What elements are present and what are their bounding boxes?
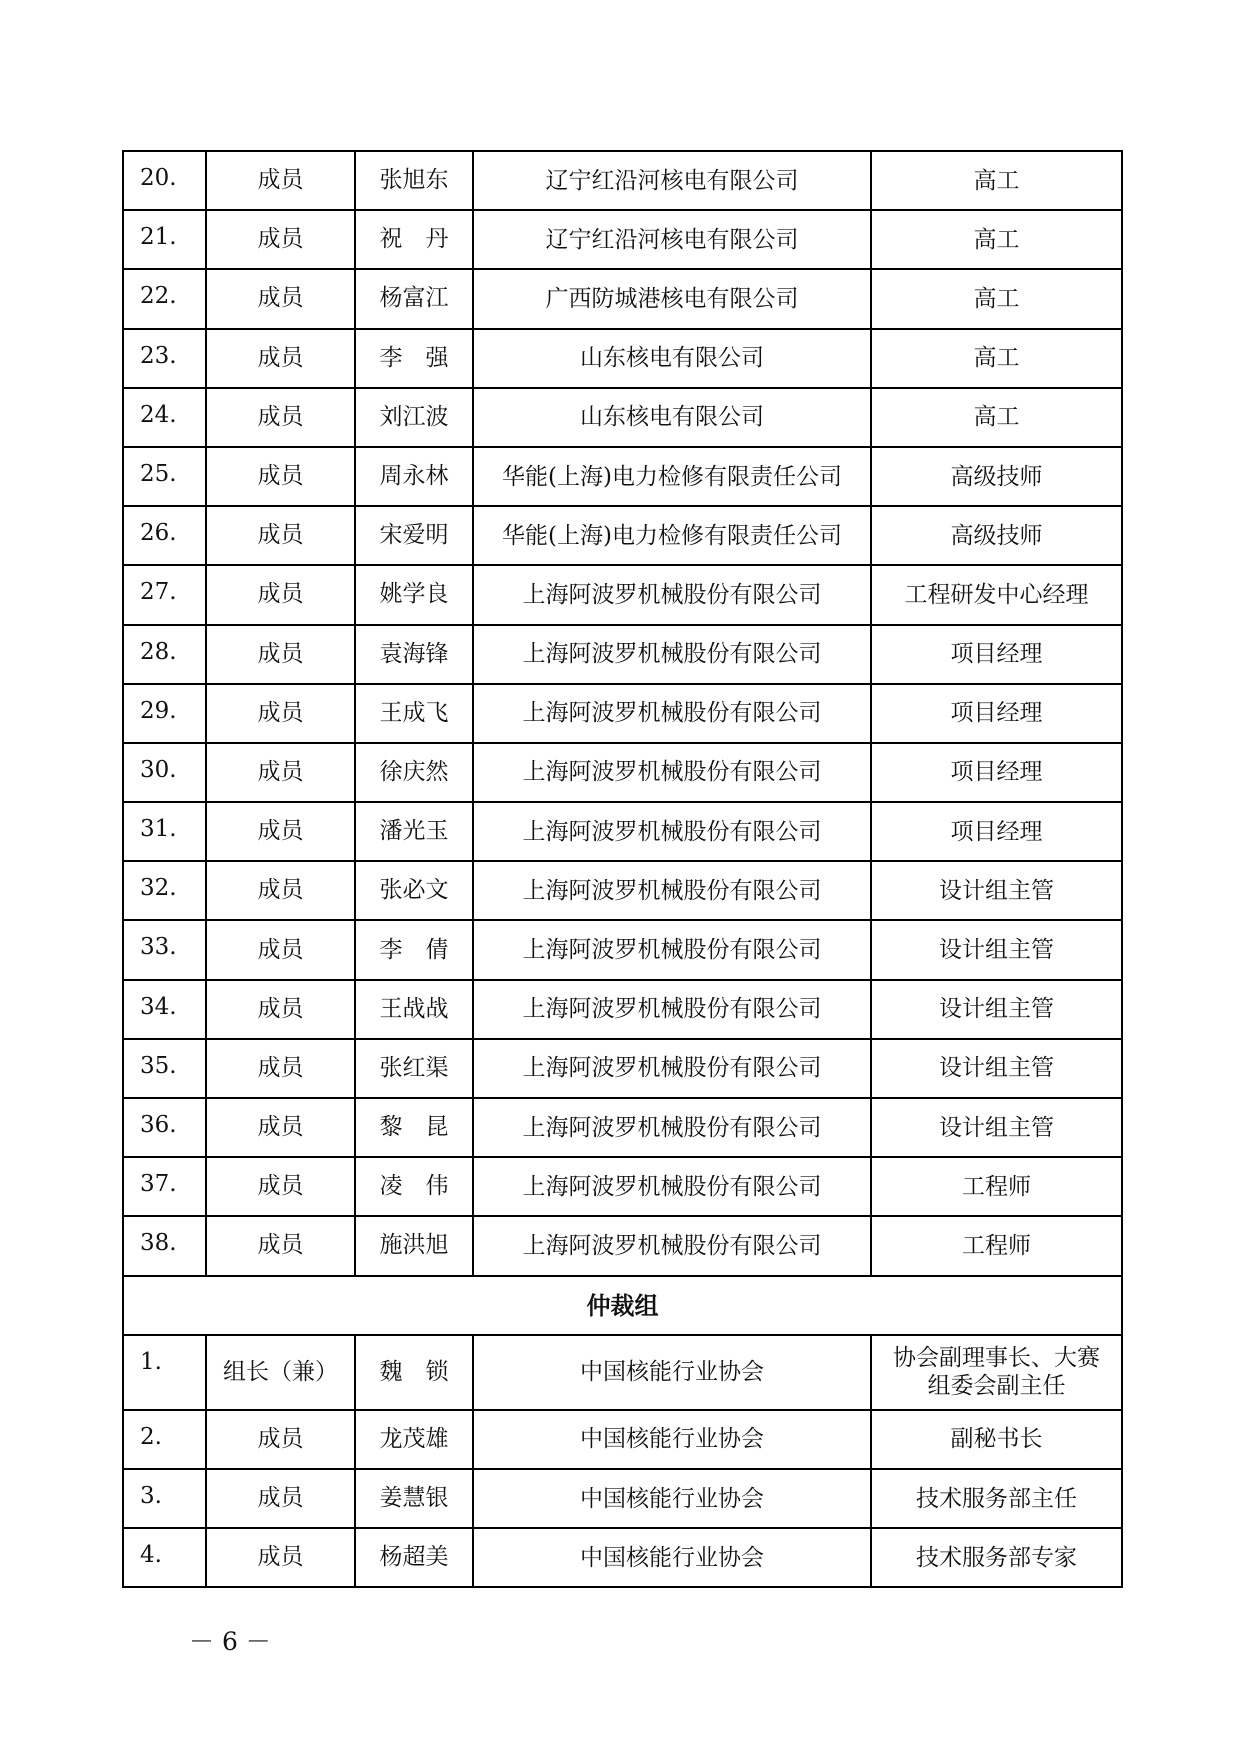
row-title: 项目经理: [871, 802, 1122, 861]
row-number: 22.: [123, 269, 206, 328]
row-number: 27.: [123, 565, 206, 624]
row-role: 组长（兼）: [206, 1335, 355, 1410]
row-title: 高工: [871, 269, 1122, 328]
row-title: 设计组主管: [871, 1039, 1122, 1098]
row-organization: 上海阿波罗机械股份有限公司: [473, 1039, 871, 1098]
row-title: 工程研发中心经理: [871, 565, 1122, 624]
row-role: 成员: [206, 743, 355, 802]
row-number: 20.: [123, 151, 206, 210]
row-organization: 华能(上海)电力检修有限责任公司: [473, 506, 871, 565]
row-title: 工程师: [871, 1216, 1122, 1275]
row-role: 成员: [206, 1410, 355, 1469]
row-organization: 上海阿波罗机械股份有限公司: [473, 920, 871, 979]
row-organization: 上海阿波罗机械股份有限公司: [473, 980, 871, 1039]
row-title: 高工: [871, 329, 1122, 388]
row-organization: 上海阿波罗机械股份有限公司: [473, 1216, 871, 1275]
table-row: [123, 861, 1122, 920]
row-name: 徐庆然: [355, 743, 473, 802]
row-number: 21.: [123, 210, 206, 269]
member-rows: [123, 151, 1122, 1276]
table-row: [123, 329, 1122, 388]
row-role: 成员: [206, 565, 355, 624]
row-number: 32.: [123, 861, 206, 920]
row-name: 龙茂雄: [355, 1410, 473, 1469]
row-title: 设计组主管: [871, 920, 1122, 979]
row-title: 高工: [871, 388, 1122, 447]
row-organization: 中国核能行业协会: [473, 1335, 871, 1410]
row-role: 成员: [206, 329, 355, 388]
row-number: 35.: [123, 1039, 206, 1098]
row-title: 技术服务部主任: [871, 1469, 1122, 1528]
row-number: 2.: [123, 1410, 206, 1469]
row-name: 姚学良: [355, 565, 473, 624]
row-title: 项目经理: [871, 743, 1122, 802]
row-number: 29.: [123, 684, 206, 743]
row-number: 4.: [123, 1528, 206, 1587]
page-number: － 6 －: [189, 1627, 271, 1656]
member-table-wrapper: [122, 150, 1121, 1588]
row-title: 设计组主管: [871, 861, 1122, 920]
row-role: 成员: [206, 1528, 355, 1587]
row-name: 刘江波: [355, 388, 473, 447]
row-organization: 上海阿波罗机械股份有限公司: [473, 743, 871, 802]
row-number: 1.: [123, 1335, 206, 1410]
row-name: 张必文: [355, 861, 473, 920]
row-organization: 华能(上海)电力检修有限责任公司: [473, 447, 871, 506]
row-title: 协会副理事长、大赛组委会副主任: [871, 1335, 1122, 1410]
section-title: 仲裁组: [123, 1276, 1122, 1335]
row-name: 宋爱明: [355, 506, 473, 565]
row-role: 成员: [206, 1098, 355, 1157]
table-row: [123, 1216, 1122, 1275]
row-title: 工程师: [871, 1157, 1122, 1216]
row-title: 项目经理: [871, 684, 1122, 743]
table-row: [123, 1528, 1122, 1587]
row-name: 王成飞: [355, 684, 473, 743]
row-role: 成员: [206, 684, 355, 743]
row-role: 成员: [206, 269, 355, 328]
row-organization: 上海阿波罗机械股份有限公司: [473, 1157, 871, 1216]
row-role: 成员: [206, 861, 355, 920]
row-name: 王战战: [355, 980, 473, 1039]
table-row: [123, 447, 1122, 506]
table-row: [123, 1039, 1122, 1098]
row-name: 施洪旭: [355, 1216, 473, 1275]
member-table: [122, 150, 1123, 1588]
table-row: [123, 1098, 1122, 1157]
row-role: 成员: [206, 920, 355, 979]
row-name: 张红渠: [355, 1039, 473, 1098]
row-number: 30.: [123, 743, 206, 802]
table-row: [123, 506, 1122, 565]
table-row: [123, 269, 1122, 328]
row-role: 成员: [206, 151, 355, 210]
row-organization: 中国核能行业协会: [473, 1410, 871, 1469]
row-organization: 山东核电有限公司: [473, 388, 871, 447]
row-name: 李 强: [355, 329, 473, 388]
section-header: [123, 1276, 1122, 1335]
row-number: 37.: [123, 1157, 206, 1216]
row-organization: 中国核能行业协会: [473, 1469, 871, 1528]
row-title: 高级技师: [871, 447, 1122, 506]
row-organization: 上海阿波罗机械股份有限公司: [473, 565, 871, 624]
table-row: [123, 1157, 1122, 1216]
row-name: 潘光玉: [355, 802, 473, 861]
row-role: 成员: [206, 1157, 355, 1216]
row-name: 李 倩: [355, 920, 473, 979]
table-row: [123, 1410, 1122, 1469]
row-name: 祝 丹: [355, 210, 473, 269]
row-organization: 广西防城港核电有限公司: [473, 269, 871, 328]
row-role: 成员: [206, 506, 355, 565]
row-name: 姜慧银: [355, 1469, 473, 1528]
row-role: 成员: [206, 1039, 355, 1098]
table-row: [123, 151, 1122, 210]
row-role: 成员: [206, 447, 355, 506]
row-title: 设计组主管: [871, 980, 1122, 1039]
table-row: [123, 743, 1122, 802]
row-title: 高工: [871, 210, 1122, 269]
row-title: 项目经理: [871, 625, 1122, 684]
row-role: 成员: [206, 980, 355, 1039]
row-number: 33.: [123, 920, 206, 979]
row-organization: 上海阿波罗机械股份有限公司: [473, 861, 871, 920]
row-name: 魏 锁: [355, 1335, 473, 1410]
row-name: 黎 昆: [355, 1098, 473, 1157]
arbitration-rows: [123, 1335, 1122, 1588]
row-title: 设计组主管: [871, 1098, 1122, 1157]
row-title: 副秘书长: [871, 1410, 1122, 1469]
row-title: 技术服务部专家: [871, 1528, 1122, 1587]
row-number: 23.: [123, 329, 206, 388]
row-role: 成员: [206, 1216, 355, 1275]
row-number: 3.: [123, 1469, 206, 1528]
row-organization: 辽宁红沿河核电有限公司: [473, 151, 871, 210]
row-organization: 上海阿波罗机械股份有限公司: [473, 684, 871, 743]
table-row: [123, 565, 1122, 624]
row-organization: 中国核能行业协会: [473, 1528, 871, 1587]
row-number: 38.: [123, 1216, 206, 1275]
row-organization: 辽宁红沿河核电有限公司: [473, 210, 871, 269]
row-name: 杨超美: [355, 1528, 473, 1587]
row-number: 24.: [123, 388, 206, 447]
table-row: [123, 684, 1122, 743]
table-row: [123, 1335, 1122, 1410]
row-number: 25.: [123, 447, 206, 506]
row-role: 成员: [206, 388, 355, 447]
table-row: [123, 210, 1122, 269]
row-number: 34.: [123, 980, 206, 1039]
table-row: [123, 980, 1122, 1039]
row-name: 袁海锋: [355, 625, 473, 684]
row-name: 周永林: [355, 447, 473, 506]
row-name: 凌 伟: [355, 1157, 473, 1216]
row-organization: 山东核电有限公司: [473, 329, 871, 388]
table-row: [123, 1469, 1122, 1528]
row-number: 26.: [123, 506, 206, 565]
row-role: 成员: [206, 1469, 355, 1528]
row-organization: 上海阿波罗机械股份有限公司: [473, 625, 871, 684]
row-role: 成员: [206, 210, 355, 269]
row-name: 张旭东: [355, 151, 473, 210]
row-name: 杨富江: [355, 269, 473, 328]
row-title: 高级技师: [871, 506, 1122, 565]
row-organization: 上海阿波罗机械股份有限公司: [473, 802, 871, 861]
row-role: 成员: [206, 802, 355, 861]
row-title: 高工: [871, 151, 1122, 210]
row-role: 成员: [206, 625, 355, 684]
row-number: 31.: [123, 802, 206, 861]
table-row: [123, 625, 1122, 684]
row-number: 28.: [123, 625, 206, 684]
table-row: [123, 388, 1122, 447]
table-row: [123, 920, 1122, 979]
row-organization: 上海阿波罗机械股份有限公司: [473, 1098, 871, 1157]
table-row: [123, 802, 1122, 861]
row-number: 36.: [123, 1098, 206, 1157]
